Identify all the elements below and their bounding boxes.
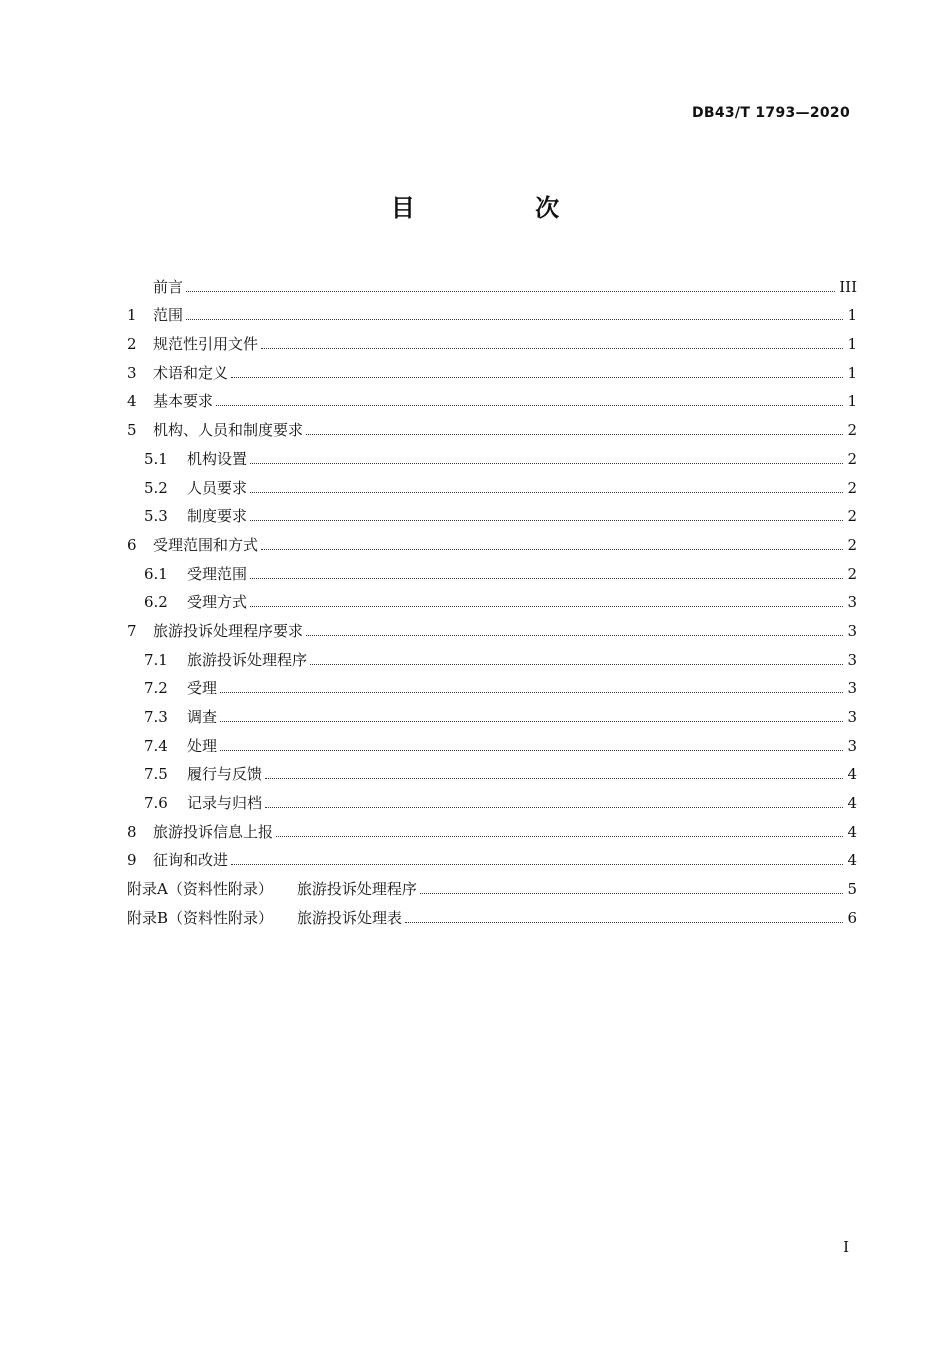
toc-dot-leader — [261, 549, 843, 550]
toc-entry-label: 机构、人员和制度要求 — [153, 421, 304, 440]
page-number: I — [843, 1238, 849, 1256]
toc-entry[interactable] — [127, 584, 857, 613]
toc-entry-page: 3 — [847, 650, 857, 669]
toc-dot-leader — [220, 721, 843, 722]
toc-entry[interactable] — [127, 698, 857, 727]
toc-entry-label: 受理范围和方式 — [153, 535, 259, 554]
toc-entry-page: III — [839, 277, 857, 296]
toc-entry-number: 6.2 — [144, 593, 168, 612]
toc-entry-number: 5 — [127, 421, 137, 440]
toc-entry[interactable] — [127, 325, 857, 354]
toc-entry-number: 8 — [127, 822, 137, 841]
toc-entry-number: 7.4 — [144, 736, 168, 755]
toc-dot-leader — [186, 291, 835, 292]
toc-entry-page: 4 — [847, 794, 857, 813]
toc-entry-page: 2 — [847, 564, 857, 583]
toc-dot-leader — [306, 434, 843, 435]
toc-entry[interactable] — [127, 813, 857, 842]
toc-entry-label: 前言 — [153, 277, 184, 296]
toc-entry-page: 4 — [847, 765, 857, 784]
toc-entry[interactable] — [127, 842, 857, 871]
toc-entry[interactable] — [127, 440, 857, 469]
toc-entry-page: 5 — [847, 880, 857, 899]
toc-dot-leader — [250, 520, 843, 521]
toc-entry-label: 基本要求 — [153, 392, 214, 411]
toc-entry-number: 5.1 — [144, 449, 168, 468]
toc-title: 目 次 — [390, 194, 616, 222]
toc-entry-number: 7.3 — [144, 708, 168, 726]
toc-entry-number: 4 — [127, 392, 137, 411]
toc-entry-page: 3 — [847, 679, 857, 698]
toc-dot-leader — [231, 864, 843, 865]
toc-entry-label: 旅游投诉处理程序 — [187, 650, 308, 669]
toc-entry-label: 人员要求 — [187, 478, 248, 497]
toc-entry-label: 范围 — [153, 306, 184, 325]
toc-entry[interactable] — [127, 411, 857, 440]
toc-entry-page: 2 — [847, 535, 857, 554]
toc-entry[interactable] — [127, 612, 857, 641]
table-of-contents — [127, 268, 857, 928]
toc-entry-page: 6 — [847, 908, 857, 927]
toc-entry-number: 9 — [127, 851, 137, 870]
toc-entry-page: 2 — [847, 449, 857, 468]
toc-entry[interactable] — [127, 498, 857, 527]
toc-entry-number: 7.5 — [144, 765, 168, 784]
toc-entry-label: 旅游投诉信息上报 — [153, 822, 274, 841]
toc-dot-leader — [231, 377, 843, 378]
document-code: DB43/T 1793—2020 — [691, 105, 850, 121]
toc-entry-page: 1 — [847, 363, 857, 382]
toc-entry-label: 受理范围 — [187, 564, 248, 583]
toc-entry-number: 6.1 — [144, 564, 168, 583]
toc-dot-leader — [250, 606, 843, 607]
toc-entry-number: 附录B（资料性附录） — [127, 908, 274, 927]
toc-dot-leader — [276, 836, 843, 837]
toc-entry-label: 旅游投诉处理程序 — [296, 880, 417, 899]
toc-dot-leader — [250, 578, 843, 579]
toc-entry-number: 7.1 — [144, 650, 168, 669]
toc-dot-leader — [310, 664, 843, 665]
toc-entry-number: 7 — [127, 621, 137, 640]
toc-entry-page: 1 — [847, 392, 857, 411]
toc-entry-label: 调查 — [187, 708, 218, 726]
toc-dot-leader — [265, 807, 843, 808]
toc-entry[interactable] — [127, 354, 857, 383]
toc-entry-label: 规范性引用文件 — [153, 335, 259, 354]
toc-entry-page: 3 — [847, 593, 857, 612]
toc-entry-number: 附录A（资料性附录） — [127, 880, 273, 899]
toc-entry[interactable] — [127, 870, 857, 899]
toc-entry-number: 7.6 — [144, 794, 168, 813]
toc-dot-leader — [216, 405, 843, 406]
toc-entry-label: 制度要求 — [187, 507, 248, 526]
toc-dot-leader — [261, 348, 843, 349]
toc-entry[interactable] — [127, 641, 857, 670]
toc-entry-number: 2 — [127, 335, 137, 354]
toc-entry-label: 术语和定义 — [153, 363, 229, 382]
toc-entry-page: 2 — [847, 421, 857, 440]
toc-entry[interactable] — [127, 526, 857, 555]
toc-entry[interactable] — [127, 784, 857, 813]
toc-entry-label: 受理方式 — [187, 593, 248, 612]
toc-entry-label: 受理 — [187, 679, 218, 698]
toc-entry-label: 旅游投诉处理表 — [297, 908, 403, 927]
toc-dot-leader — [220, 692, 843, 693]
toc-entry-number: 5.2 — [144, 478, 168, 497]
toc-entry[interactable] — [127, 670, 857, 699]
toc-dot-leader — [265, 778, 843, 779]
toc-entry-label: 征询和改进 — [153, 851, 229, 870]
toc-entry-label: 机构设置 — [187, 449, 248, 468]
toc-entry-label: 旅游投诉处理程序要求 — [153, 621, 304, 640]
toc-entry-number: 1 — [127, 306, 137, 325]
toc-entry-number: 3 — [127, 363, 137, 382]
toc-entry-number: 5.3 — [144, 507, 168, 526]
toc-dot-leader — [220, 750, 843, 751]
toc-entry[interactable] — [127, 756, 857, 785]
toc-entry-page: 3 — [847, 736, 857, 755]
toc-entry[interactable] — [127, 469, 857, 498]
toc-entry-number: 6 — [127, 535, 137, 554]
toc-entry[interactable] — [127, 727, 857, 756]
toc-entry[interactable] — [127, 383, 857, 412]
toc-dot-leader — [306, 635, 843, 636]
toc-dot-leader — [250, 492, 843, 493]
toc-dot-leader — [405, 922, 843, 923]
toc-entry-page: 2 — [847, 507, 857, 526]
toc-entry-page: 1 — [847, 306, 857, 325]
toc-entry[interactable] — [127, 899, 857, 928]
toc-entry-page: 1 — [847, 335, 857, 354]
toc-entry-page: 3 — [847, 621, 857, 640]
toc-dot-leader — [420, 893, 844, 894]
toc-entry[interactable] — [127, 268, 857, 297]
toc-entry[interactable] — [127, 297, 857, 326]
toc-entry-page: 4 — [847, 851, 857, 870]
toc-dot-leader — [250, 463, 843, 464]
toc-entry-page: 2 — [847, 478, 857, 497]
toc-entry-label: 记录与归档 — [187, 794, 263, 813]
toc-dot-leader — [186, 319, 843, 320]
toc-entry-page: 3 — [847, 708, 857, 726]
toc-entry-page: 4 — [847, 822, 857, 841]
toc-entry-label: 处理 — [187, 736, 218, 755]
toc-entry[interactable] — [127, 555, 857, 584]
toc-entry-number: 7.2 — [144, 679, 168, 698]
toc-entry-label: 履行与反馈 — [187, 765, 263, 784]
